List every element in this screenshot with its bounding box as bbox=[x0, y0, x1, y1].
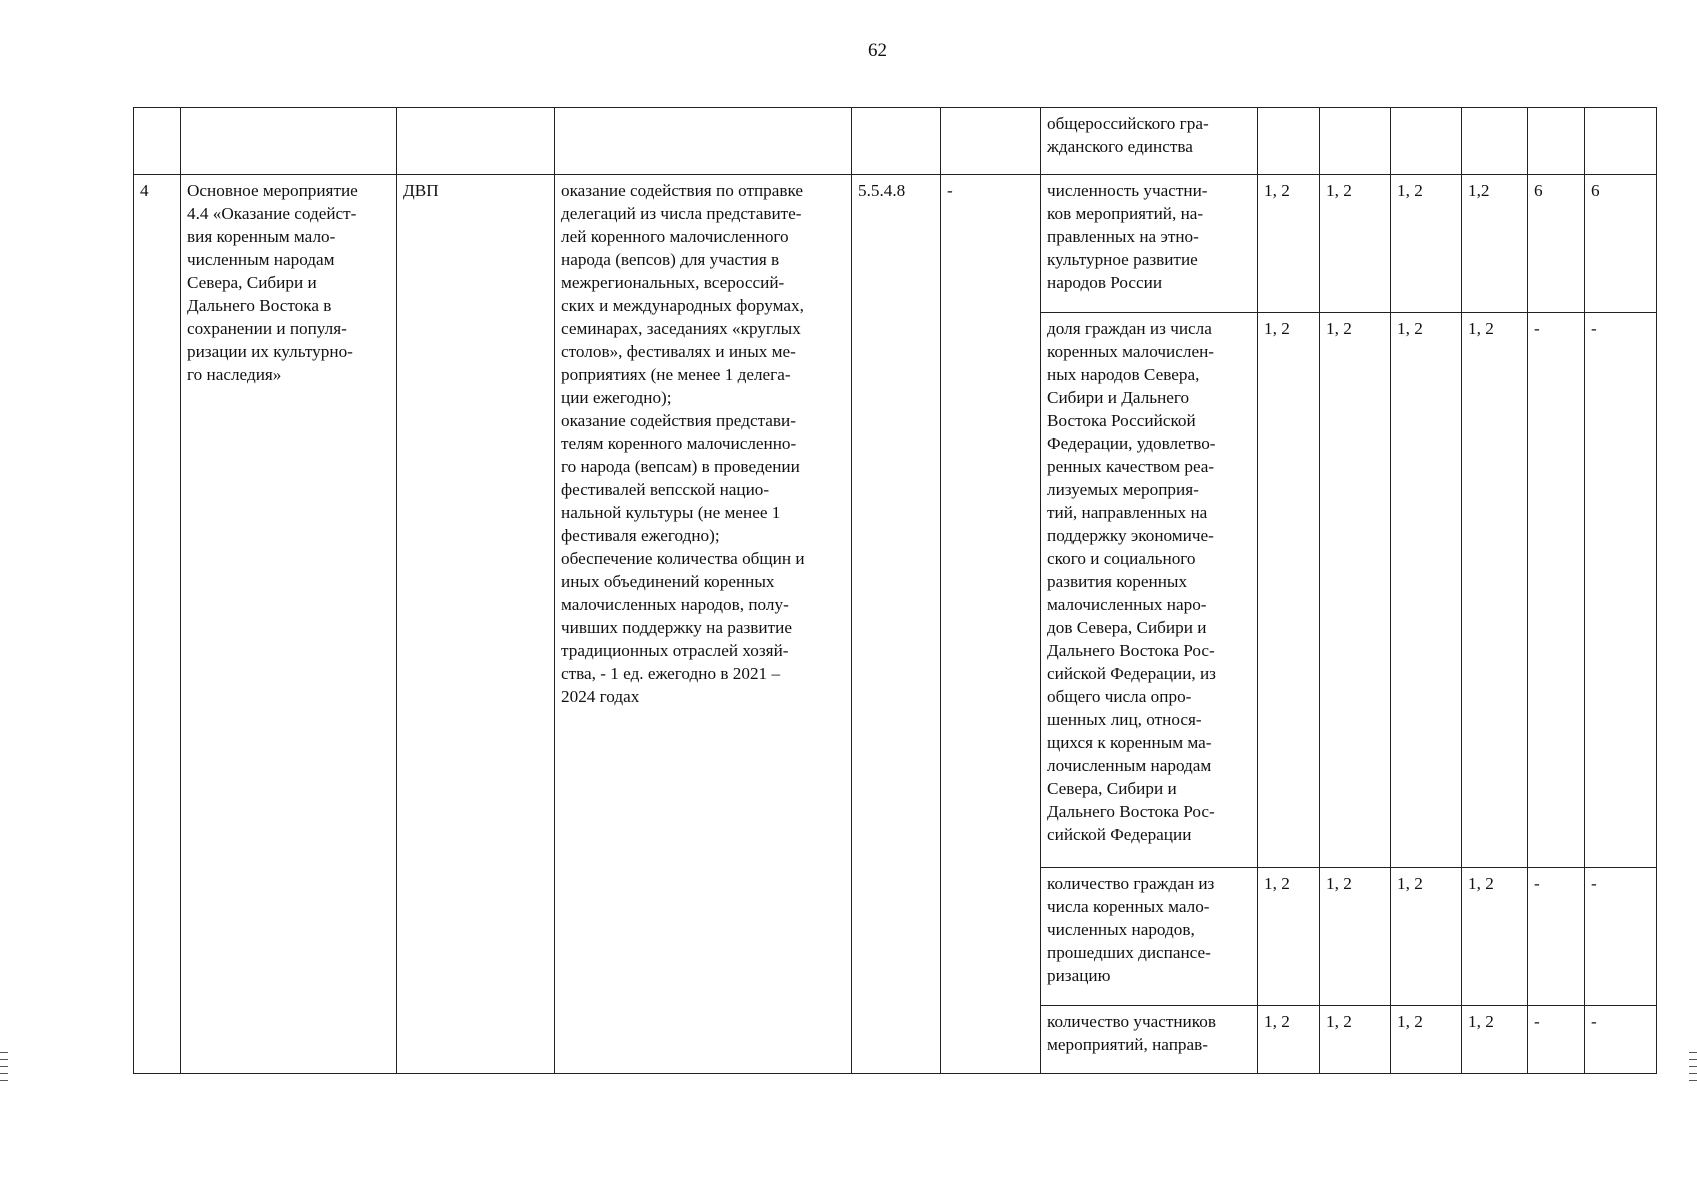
measures-table bbox=[133, 107, 1657, 1074]
cell-empty bbox=[941, 108, 1041, 175]
indicator-value: - bbox=[1585, 868, 1657, 1006]
cell-empty bbox=[181, 108, 397, 175]
item-4-row-1 bbox=[134, 175, 1657, 313]
indicator-text: количество граждан из числа коренных мало- численных народов, прошедших диспансе- ризацию bbox=[1041, 868, 1258, 1006]
indicator-value: 1, 2 bbox=[1320, 868, 1391, 1006]
indicator-text: численность участни- ков мероприятий, на- правленных на этно- культурное развитие народов России bbox=[1041, 175, 1258, 313]
indicator-value: 1, 2 bbox=[1391, 1006, 1462, 1074]
indicator-value: 1, 2 bbox=[1391, 175, 1462, 313]
continuation-row bbox=[134, 108, 1657, 175]
indicator-value: 1, 2 bbox=[1320, 1006, 1391, 1074]
indicator-value: 1, 2 bbox=[1320, 175, 1391, 313]
cell-empty bbox=[1391, 108, 1462, 175]
indicator-value: 1, 2 bbox=[1258, 313, 1320, 868]
indicator-value: 1, 2 bbox=[1462, 868, 1528, 1006]
cell-empty bbox=[1320, 108, 1391, 175]
executor: ДВП bbox=[397, 175, 555, 1074]
indicator-value: - bbox=[1528, 868, 1585, 1006]
indicator-value: 1, 2 bbox=[1391, 313, 1462, 868]
indicator-text: количество участников мероприятий, направ- bbox=[1041, 1006, 1258, 1074]
continuation-indicator: общероссийского гра- жданского единства bbox=[1041, 108, 1258, 175]
cell-empty bbox=[1258, 108, 1320, 175]
indicator-value: 6 bbox=[1585, 175, 1657, 313]
indicator-value: 1, 2 bbox=[1258, 1006, 1320, 1074]
indicator-value: 1,2 bbox=[1462, 175, 1528, 313]
indicator-value: 1, 2 bbox=[1462, 1006, 1528, 1074]
program-code: 5.5.4.8 bbox=[852, 175, 941, 1074]
cell-empty bbox=[1462, 108, 1528, 175]
indicator-value: 1, 2 bbox=[1258, 175, 1320, 313]
indicator-text: доля граждан из числа коренных малочислен- ных народов Севера, Сибири и Дальнего Востока Российской Федерации, удовлетво- ренных качеством реа- лизуемых мероприя- тий, направленных на поддержку экономиче- ского и социального развития коренных малочисленных наро- дов Севера, Сибири и Дальнего Востока Рос- сийской Федерации, из общего числа опро- шенных лиц, относя- щихся к коренным ма- лочисленным народам Севера, Сибири и Дальнего Востока Рос- сийской Федерации bbox=[1041, 313, 1258, 868]
cell-empty bbox=[852, 108, 941, 175]
indicator-value: 1, 2 bbox=[1391, 868, 1462, 1006]
link-value: - bbox=[941, 175, 1041, 1074]
expected-result: оказание содействия по отправке делегаций из числа представите- лей коренного малочисленного народа (вепсов) для участия в межрегиональных, всероссий- ских и международных форумах, семинарах, заседаниях «круглых столов», фестивалях и иных ме- роприятиях (не менее 1 делега- ции ежегодно); оказание содействия представи- телям коренного малочисленно- го народа (вепсам) в проведении фестивалей вепсской нацио- нальной культуры (не менее 1 фестиваля ежегодно); обеспечение количества общин и иных объединений коренных малочисленных народов, полу- чивших поддержку на развитие традиционных отраслей хозяй- ства, - 1 ед. ежегодно в 2021 – 2024 годах bbox=[555, 175, 852, 1074]
item-number: 4 bbox=[134, 175, 181, 1074]
measure-name: Основное мероприятие 4.4 «Оказание содейст- вия коренным мало- численным народам Севера, Сибири и Дальнего Востока в сохранении и популя- ризации их культурно- го наследия» bbox=[181, 175, 397, 1074]
cell-empty bbox=[555, 108, 852, 175]
indicator-value: 1, 2 bbox=[1258, 868, 1320, 1006]
scan-edge-marks-right bbox=[1689, 1052, 1697, 1087]
cell-empty bbox=[134, 108, 181, 175]
indicator-value: - bbox=[1585, 1006, 1657, 1074]
indicator-value: 1, 2 bbox=[1462, 313, 1528, 868]
cell-empty bbox=[1585, 108, 1657, 175]
page-number: 62 bbox=[868, 40, 887, 61]
indicator-value: 6 bbox=[1528, 175, 1585, 313]
indicator-value: - bbox=[1585, 313, 1657, 868]
indicator-value: 1, 2 bbox=[1320, 313, 1391, 868]
scan-edge-marks-left bbox=[0, 1052, 8, 1087]
indicator-value: - bbox=[1528, 313, 1585, 868]
cell-empty bbox=[397, 108, 555, 175]
indicator-value: - bbox=[1528, 1006, 1585, 1074]
cell-empty bbox=[1528, 108, 1585, 175]
